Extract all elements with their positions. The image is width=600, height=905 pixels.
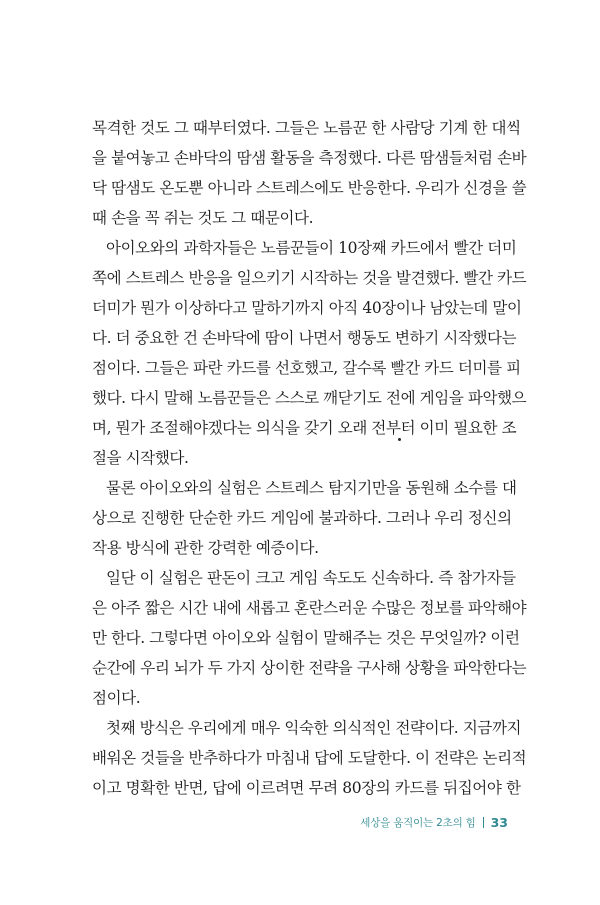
text-line: 절을 시작했다.	[92, 449, 189, 467]
text-line: 닥 땀샘도 온도뿐 아니라 스트레스에도 반응한다. 우리가 신경을 쓸	[92, 179, 527, 197]
text-line: 때 손을 꼭 쥐는 것도 그 때문이다.	[92, 209, 314, 227]
text-line: 은 아주 짧은 시간 내에 새롭고 혼란스러운 수많은 정보를 파악해야	[92, 599, 527, 617]
text-line: 쪽에 스트레스 반응을 일으키기 시작하는 것을 발견했다. 빨간 카드	[92, 269, 527, 287]
footer-book-title: 세상을 움직이는 2초의 힘	[360, 816, 476, 829]
page-number: 33	[490, 814, 508, 830]
text-line: 작용 방식에 관한 강력한 예증이다.	[92, 539, 319, 557]
text-line: 물론 아이오와의 실험은 스트레스 탐지기만을 동원해 소수를 대	[106, 479, 517, 497]
text-line: 아이오와의 과학자들은 노름꾼들이 10장째 카드에서 빨간 더미	[106, 239, 517, 257]
footer-separator	[483, 817, 484, 828]
text-line: 했다. 다시 말해 노름꾼들은 스스로 깨닫기도 전에 게임을 파악했으	[92, 389, 527, 407]
text-line: 점이다. 그들은 파란 카드를 선호했고, 갈수록 빨간 카드 더미를 피	[92, 359, 521, 377]
text-line: 일단 이 실험은 판돈이 크고 게임 속도도 신속하다. 즉 참가자들	[106, 569, 516, 587]
text-line: 다. 더 중요한 건 손바닥에 땀이 나면서 행동도 변하기 시작했다는	[92, 329, 517, 347]
text-line: 상으로 진행한 단순한 카드 게임에 불과하다. 그러나 우리 정신의	[92, 509, 512, 527]
text-line: 더미가 뭔가 이상하다고 말하기까지 아직 40장이나 남았는데 말이	[92, 299, 522, 317]
text-line: 배워온 것들을 반추하다가 마침내 답에 도달한다. 이 전략은 논리적	[92, 749, 527, 767]
text-line: 목격한 것도 그 때부터였다. 그들은 노름꾼 한 사람당 기계 한 대씩	[92, 119, 521, 137]
page-footer	[360, 812, 508, 832]
text-line: 점이다.	[92, 689, 141, 707]
text-line: 첫째 방식은 우리에게 매우 익숙한 의식적인 전략이다. 지금까지	[106, 719, 522, 737]
stray-dot-mark	[398, 438, 401, 441]
text-line: 만 한다. 그렇다면 아이오와 실험이 말해주는 것은 무엇일까? 이런	[92, 629, 520, 647]
text-line: 이고 명확한 반면, 답에 이르려면 무려 80장의 카드를 뒤집어야 한	[92, 779, 521, 797]
text-line: 순간에 우리 뇌가 두 가지 상이한 전략을 구사해 상황을 파악한다는	[92, 659, 527, 677]
text-line: 며, 뭔가 조절해야겠다는 의식을 갖기 오래 전부터 이미 필요한 조	[92, 419, 517, 437]
text-line: 을 붙여놓고 손바닥의 땀샘 활동을 측정했다. 다른 땀샘들처럼 손바	[92, 149, 527, 167]
